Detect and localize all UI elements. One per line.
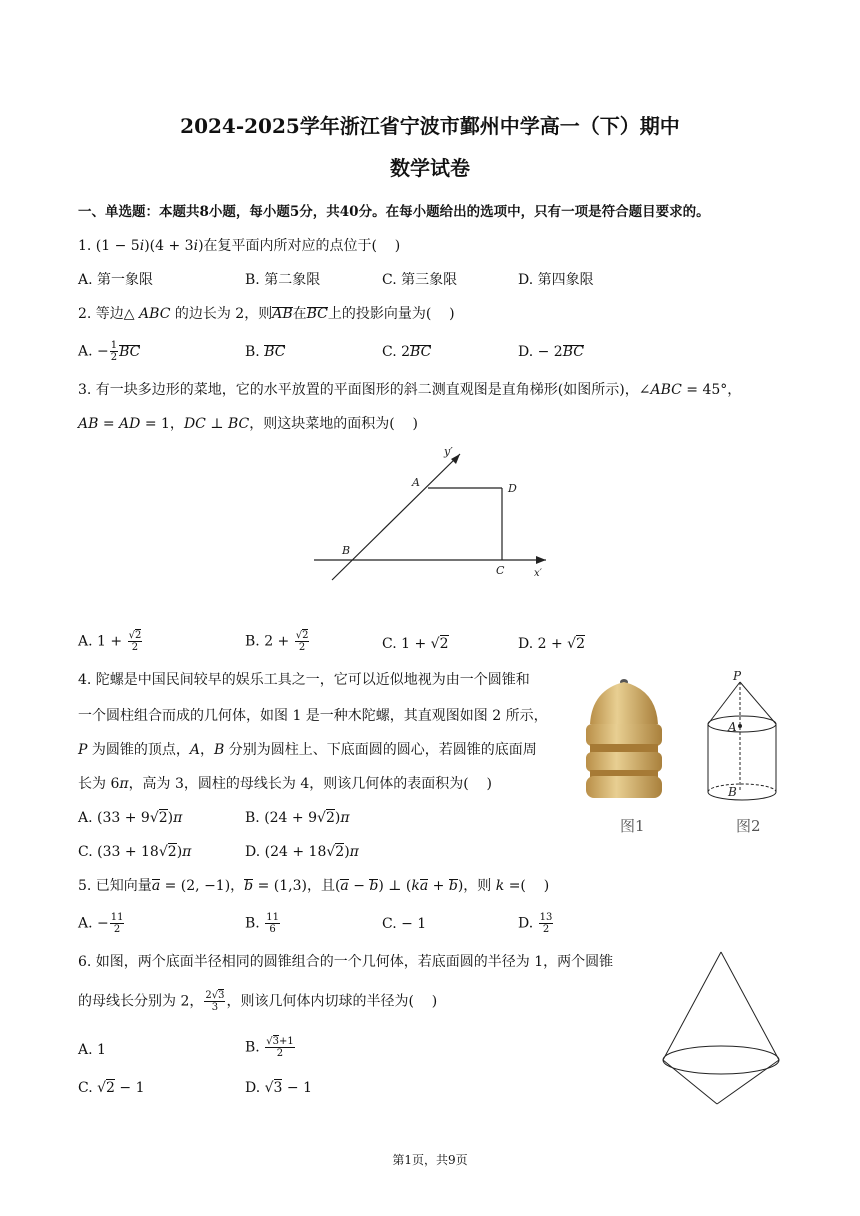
label-b: B — [342, 544, 351, 557]
question-6-option-b: B. $\frac{√3+1}{2}$ — [245, 1036, 294, 1059]
question-6-option-d: D. √3 − 1 — [245, 1080, 313, 1096]
question-6-stem-line1: 6. 如图，两个底面半径相同的圆锥组合的一个几何体，若底面圆的半径为 1，两个圆锥 — [78, 954, 614, 970]
label-a: A — [728, 720, 737, 734]
page-number: 第1页，共9页 — [392, 1153, 468, 1167]
question-1-option-d: D. 第四象限 — [518, 272, 594, 288]
question-5-option-b: B. $\frac{11}{6}$ — [245, 912, 279, 935]
label-a: A — [412, 476, 420, 489]
label-d: D — [508, 482, 517, 495]
label-y-prime: y′ — [444, 445, 453, 458]
question-2-option-b: B. BC — [245, 344, 286, 360]
question-2-stem: 2. 等边△ ABC 的边长为 2，则AB在BC上的投影向量为( ) — [78, 306, 455, 322]
question-2-option-c: C. 2BC — [382, 344, 432, 360]
question-6-stem-line2: 的母线长分别为 2， $\frac{2√3}{3}$ ，则该几何体内切球的半径为( ) — [78, 990, 438, 1013]
question-6-option-c: C. √2 − 1 — [78, 1080, 145, 1096]
question-3-option-c: C. 1 + √2 — [382, 636, 449, 652]
question-3-stem-line1: 3. 有一块多边形的菜地，它的水平放置的平面图形的斜二测直观图是直角梯形(如图所示)，∠ABC = 45°， — [78, 382, 742, 398]
question-4-stem-line2: 一个圆柱组合而成的几何体，如图 1 是一种木陀螺，其直观图如图 2 所示， — [78, 708, 548, 724]
question-6-option-a: A. 1 — [78, 1042, 106, 1058]
question-4-option-a: A. (33 + 9√2)π — [78, 810, 183, 826]
question-4-stem-line1: 4. 陀螺是中国民间较早的娱乐工具之一，它可以近似地视为由一个圆锥和 — [78, 672, 530, 688]
label-x-prime: x′ — [534, 568, 542, 579]
question-1-option-c: C. 第三象限 — [382, 272, 458, 288]
question-5-stem: 5. 已知向量a = (2, −1)，b = (1,3)，且(a − b) ⊥ (ka + b)，则 k =( ) — [78, 878, 550, 894]
question-4-option-d: D. (24 + 18√2)π — [245, 844, 359, 860]
question-2-option-d: D. − 2BC — [518, 344, 584, 360]
label-b: B — [728, 785, 737, 799]
question-4-option-c: C. (33 + 18√2)π — [78, 844, 192, 860]
label-c: C — [496, 564, 505, 577]
question-5-option-d: D. $\frac{13}{2}$ — [518, 912, 553, 935]
page-title: 2024-2025学年浙江省宁波市鄞州中学高一（下）期中 — [180, 114, 680, 138]
page-subtitle: 数学试卷 — [390, 156, 470, 180]
question-5-option-c: C. − 1 — [382, 916, 427, 932]
question-4-option-b: B. (24 + 9√2)π — [245, 810, 350, 826]
double-cone-figure — [655, 948, 785, 1108]
question-4-stem-line3: P 为圆锥的顶点，A，B 分别为圆柱上、下底面圆的圆心，若圆锥的底面周 — [78, 742, 537, 758]
section-header: 一、单选题：本题共8小题，每小题5分，共40分。在每小题给出的选项中，只有一项是符合题目要求的。 — [78, 204, 710, 220]
trapezoid-figure — [300, 440, 560, 585]
question-3-stem-line2: AB = AD = 1，DC ⊥ BC，则这块菜地的面积为( ) — [78, 416, 418, 432]
question-3-option-b: B. 2 + $\frac{√2}{2}$ — [245, 630, 309, 653]
wooden-top-photo — [580, 672, 670, 807]
question-3-option-d: D. 2 + √2 — [518, 636, 586, 652]
figure-1-caption: 图1 — [620, 817, 645, 835]
figure-2-caption: 图2 — [736, 817, 761, 835]
question-1-option-b: B. 第二象限 — [245, 272, 321, 288]
question-5-option-a: A. − $\frac{11}{2}$ — [78, 912, 124, 935]
label-p: P — [733, 669, 742, 683]
question-1-option-a: A. 第一象限 — [78, 272, 154, 288]
question-2-option-a: A. − $\frac{1}{2}$ BC — [78, 340, 141, 363]
question-4-stem-line4: 长为 6π，高为 3，圆柱的母线长为 4，则该几何体的表面积为( ) — [78, 776, 493, 792]
top-diagram-figure — [700, 668, 790, 813]
question-3-option-a: A. 1 + $\frac{√2}{2}$ — [78, 630, 142, 653]
question-1-stem: 1. (1 − 5i)(4 + 3i)在复平面内所对应的点位于( ) — [78, 238, 401, 254]
